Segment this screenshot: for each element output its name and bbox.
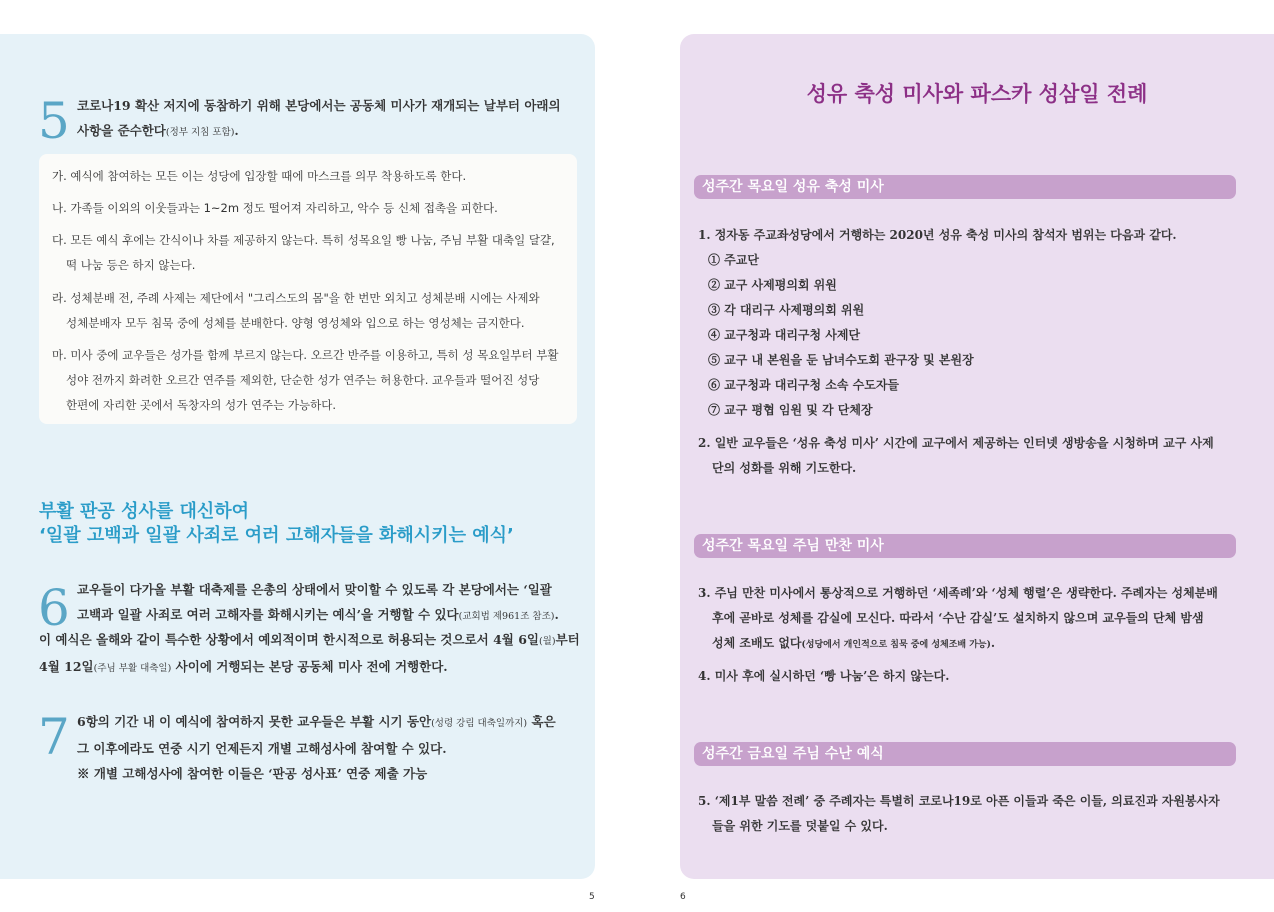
paragraph-6-line-3-text: 이 예식은 올해와 같이 특수한 상황에서 예외적이며 한시적으로 허용되는 것으로서 4월 6일 xyxy=(39,632,539,647)
item-3 xyxy=(698,581,1258,658)
guideline-na: 나. 가족들 이외의 이웃들과는 1~2m 정도 떨어져 자리하고, 악수 등 신체 접촉을 피한다. xyxy=(52,201,498,215)
paragraph-6-top xyxy=(77,577,582,629)
guideline-da-line-1: 다. 모든 예식 후에는 간식이나 차를 제공하지 않는다. 특히 성목요일 빵 나눔, 주님 부활 대축일 달걀, xyxy=(52,233,555,247)
guideline-ra-line-1: 라. 성체분배 전, 주례 사제는 제단에서 "그리스도의 몸"을 한 번만 외치고 성체분배 시에는 사제와 xyxy=(52,291,540,305)
section-bar-passion-service: 성주간 금요일 주님 수난 예식 xyxy=(694,742,1236,766)
paragraph-5 xyxy=(77,93,582,145)
page-number-left: 5 xyxy=(589,892,595,902)
section-title-confession xyxy=(39,500,514,548)
paragraph-6-line-2-text: 고백과 일괄 사죄로 여러 고해자를 화해시키는 예식’을 거행할 수 있다 xyxy=(77,607,459,622)
guideline-ma-line-2: 성야 전까지 화려한 오르간 연주를 제외한, 단순한 성가 연주는 허용한다. 교우들과 떨어진 성당 xyxy=(66,373,540,387)
guideline-ra-line-2: 성체분배자 모두 침묵 중에 성체를 분배한다. 양형 영성체와 입으로 하는 영성체는 금지한다. xyxy=(66,316,525,330)
item-number-6: 6 xyxy=(38,579,70,637)
item-number-5: 5 xyxy=(38,92,70,150)
paragraph-5-line-2 xyxy=(77,118,582,145)
section-bar-chrism-mass: 성주간 목요일 성유 축성 미사 xyxy=(694,175,1236,199)
paragraph-6-period: . xyxy=(554,607,559,622)
participant-list-item: ④ 교구청과 대리구청 사제단 xyxy=(708,328,861,342)
item-number-7: 7 xyxy=(38,708,70,766)
item-3-line-2: 후에 곧바로 성체를 감실에 모신다. 따라서 ‘수난 감실’도 설치하지 않으며 교우들의 단체 밤샘 xyxy=(712,611,1204,625)
paragraph-5-period: . xyxy=(234,123,239,138)
paragraph-7-line-1-end: 혹은 xyxy=(527,714,556,729)
item-3-line-3 xyxy=(698,631,1258,658)
item-3-line-3-text: 성체 조배도 없다 xyxy=(712,636,802,650)
guideline-ma-line-3: 한편에 자리한 곳에서 독창자의 성가 연주는 가능하다. xyxy=(66,398,336,412)
paragraph-7-note: (성령 강림 대축일까지) xyxy=(431,718,528,729)
paragraph-6-note-2: (월) xyxy=(538,636,556,647)
participant-list-item: ③ 각 대리구 사제평의회 위원 xyxy=(708,303,865,317)
paragraph-6-note-1: (교회법 제961조 참조) xyxy=(458,611,555,622)
paragraph-6-line-4-end: 사이에 거행되는 본당 공동체 미사 전에 거행한다. xyxy=(171,659,448,674)
paragraph-7-line-3: ※ 개별 고해성사에 참여한 이들은 ‘판공 성사표’ 연중 제출 가능 xyxy=(77,766,428,781)
paragraph-7 xyxy=(77,709,582,786)
item-3-note: (성당에서 개인적으로 침묵 중에 성체조배 가능) xyxy=(801,640,991,650)
guideline-da xyxy=(52,228,555,278)
paragraph-6-line-4 xyxy=(39,654,584,681)
participant-list-item: ② 교구 사제평의회 위원 xyxy=(708,278,837,292)
guideline-ra xyxy=(52,286,540,336)
item-1 xyxy=(698,223,1258,423)
paragraph-5-note: (정부 지침 포함) xyxy=(165,127,235,138)
item-2-line-1: 2. 일반 교우들은 ‘성유 축성 미사’ 시간에 교구에서 제공하는 인터넷 생방송을 시청하며 교구 사제 xyxy=(698,436,1214,450)
participant-list xyxy=(698,248,1258,423)
item-2-line-2: 단의 성화를 위해 기도한다. xyxy=(712,461,857,475)
section-bar-last-supper-mass: 성주간 목요일 주님 만찬 미사 xyxy=(694,534,1236,558)
paragraph-6-line-2 xyxy=(77,602,582,629)
guideline-da-line-2: 떡 나눔 등은 하지 않는다. xyxy=(66,258,196,272)
item-3-period: . xyxy=(990,636,996,650)
guideline-ma-line-1: 마. 미사 중에 교우들은 성가를 함께 부르지 않는다. 오르간 반주를 이용하고, 특히 성 목요일부터 부활 xyxy=(52,348,559,362)
item-5-line-2: 들을 위한 기도를 덧붙일 수 있다. xyxy=(712,819,888,833)
paragraph-6-line-4-text: 4월 12일 xyxy=(39,659,94,674)
participant-list-item: ⑦ 교구 평협 임원 및 각 단체장 xyxy=(708,403,873,417)
paragraph-6-bottom xyxy=(39,627,584,681)
paragraph-6-line-1: 교우들이 다가올 부활 대축제를 은총의 상태에서 맞이할 수 있도록 각 본당에서는 ‘일괄 xyxy=(77,582,552,597)
page-title: 성유 축성 미사와 파스카 성삼일 전례 xyxy=(806,82,1148,106)
paragraph-6-line-3 xyxy=(39,627,584,654)
section-title-line-2: ‘일괄 고백과 일괄 사죄로 여러 고해자들을 화해시키는 예식’ xyxy=(39,525,514,546)
participant-list-item: ① 주교단 xyxy=(708,253,759,267)
guidelines-box xyxy=(39,154,577,424)
paragraph-7-line-1-text: 6항의 기간 내 이 예식에 참여하지 못한 교우들은 부활 시기 동안 xyxy=(77,714,432,729)
paragraph-5-line-2-text: 사항을 준수한다 xyxy=(77,123,166,138)
paragraph-5-line-1: 코로나19 확산 저지에 동참하기 위해 본당에서는 공동체 미사가 재개되는 날부터 아래의 xyxy=(77,98,561,113)
page-number-right: 6 xyxy=(680,892,686,902)
item-3-line-1: 3. 주님 만찬 미사에서 통상적으로 거행하던 ‘세족례’와 ‘성체 행렬’은 생략한다. 주례자는 성체분배 xyxy=(698,586,1218,600)
item-5 xyxy=(698,789,1258,839)
participant-list-item: ⑤ 교구 내 본원을 둔 남녀수도회 관구장 및 본원장 xyxy=(708,353,974,367)
item-4 xyxy=(698,664,1258,689)
participant-list-item: ⑥ 교구청과 대리구청 소속 수도자들 xyxy=(708,378,900,392)
paragraph-7-line-1 xyxy=(77,709,582,736)
paragraph-7-line-2: 그 이후에라도 연중 시기 언제든지 개별 고해성사에 참여할 수 있다. xyxy=(77,741,447,756)
item-2 xyxy=(698,431,1258,481)
paragraph-6-line-3-end: 부터 xyxy=(555,632,580,647)
section-title-line-1: 부활 판공 성사를 대신하여 xyxy=(39,501,250,522)
item-1-line: 1. 정자동 주교좌성당에서 거행하는 2020년 성유 축성 미사의 참석자 범위는 다음과 같다. xyxy=(698,228,1177,242)
item-4-line: 4. 미사 후에 실시하던 ‘빵 나눔’은 하지 않는다. xyxy=(698,669,950,683)
guideline-ma xyxy=(52,343,559,418)
item-5-line-1: 5. ‘제1부 말씀 전례’ 중 주례자는 특별히 코로나19로 아픈 이들과 죽은 이들, 의료진과 자원봉사자 xyxy=(698,794,1220,808)
guideline-ga: 가. 예식에 참여하는 모든 이는 성당에 입장할 때에 마스크를 의무 착용하도록 한다. xyxy=(52,169,467,183)
paragraph-6-note-3: (주님 부활 대축일) xyxy=(93,663,172,674)
